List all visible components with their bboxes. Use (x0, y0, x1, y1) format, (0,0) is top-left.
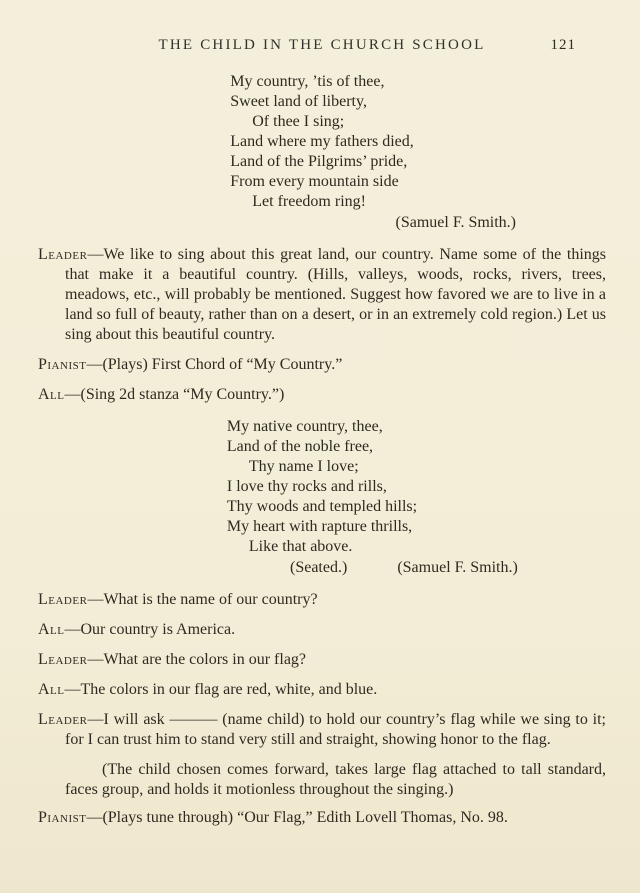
poem-attribution: (Samuel F. Smith.) (395, 214, 516, 231)
dialogue-paragraph-leader-1 (38, 245, 606, 345)
stage-direction-seated: (Seated.) (290, 559, 348, 576)
dialogue-text: —What are the colors in our flag? (87, 651, 307, 668)
speaker-label: Leader (38, 246, 88, 263)
dialogue-paragraph-leader-3 (38, 650, 606, 670)
poem-line: Land where my fathers died, (230, 133, 414, 150)
poem-line: Let freedom ring! (252, 193, 366, 210)
page-number: 121 (550, 37, 576, 53)
dialogue-paragraph-pianist-2 (38, 808, 606, 828)
dialogue-paragraph-leader-2 (38, 590, 606, 610)
poem-line: Thy woods and templed hills; (226, 498, 418, 515)
running-header (38, 36, 606, 54)
stage-direction-paragraph: (The child chosen comes forward, takes large flag attached to tall standard, faces group, and holds it motionless throughout the singing.) (65, 761, 606, 798)
poem-line: Land of the noble free, (226, 438, 374, 455)
speaker-label: Pianist (38, 809, 87, 826)
poem-line: From every mountain side (230, 173, 399, 190)
dialogue-paragraph-all-2 (38, 620, 606, 640)
seated-attribution-line (38, 558, 606, 578)
dialogue-paragraph-all-3 (38, 680, 606, 700)
poem-line: Like that above. (248, 538, 353, 555)
dialogue-text: —(Plays tune through) “Our Flag,” Edith Lovell Thomas, No. 98. (86, 809, 508, 826)
dialogue-text: —We like to sing about this great land, our country. Name some of the things that make it a beautiful country. (Hills, valleys, woods, rocks, rivers, trees, meadows, etc., will probably be mentioned. Suggest how favored we are to live in a land so full of beauty, rather than on a desert, or in an extremely cold region.) Let us sing about this beautiful country. (65, 246, 606, 343)
poem-stanza-1-lines (230, 72, 413, 212)
speaker-label: All (38, 386, 65, 403)
poem-stanza-2 (38, 417, 606, 578)
dialogue-paragraph-pianist-1 (38, 355, 606, 375)
speaker-label: Pianist (38, 356, 87, 373)
dialogue-paragraph-all-1 (38, 385, 606, 405)
speaker-label: Leader (38, 651, 88, 668)
speaker-label: All (38, 681, 65, 698)
speaker-label: Leader (38, 711, 88, 728)
poem-line: Of thee I sing; (252, 113, 345, 130)
dialogue-text: —(Sing 2d stanza “My Country.”) (64, 386, 285, 403)
dialogue-text: —Our country is America. (64, 621, 236, 638)
dialogue-text: —What is the name of our country? (87, 591, 318, 608)
poem-stanza-2-lines (227, 417, 417, 557)
page-header-title: THE CHILD IN THE CHURCH SCHOOL (158, 37, 486, 53)
dialogue-text: —I will ask ——— (name child) to hold our country’s flag while we sing to it; for I can trust him to stand very still and straight, showing honor to the flag. (65, 711, 606, 748)
dialogue-paragraph-leader-4 (38, 710, 606, 750)
poem-line: I love thy rocks and rills, (226, 478, 387, 495)
speaker-label: All (38, 621, 65, 638)
poem-attribution: (Samuel F. Smith.) (397, 559, 518, 576)
poem-line: My country, ’tis of thee, (230, 73, 385, 90)
dialogue-text: —(Plays) First Chord of “My Country.” (86, 356, 343, 373)
poem-line: My heart with rapture thrills, (226, 518, 413, 535)
poem-line: Thy name I love; (248, 458, 359, 475)
speaker-label: Leader (38, 591, 88, 608)
poem-line: Sweet land of liberty, (230, 93, 367, 110)
dialogue-text: —The colors in our flag are red, white, and blue. (64, 681, 378, 698)
poem-stanza-1 (38, 72, 606, 233)
poem-line: My native country, thee, (226, 418, 383, 435)
poem-line: Land of the Pilgrims’ pride, (230, 153, 408, 170)
